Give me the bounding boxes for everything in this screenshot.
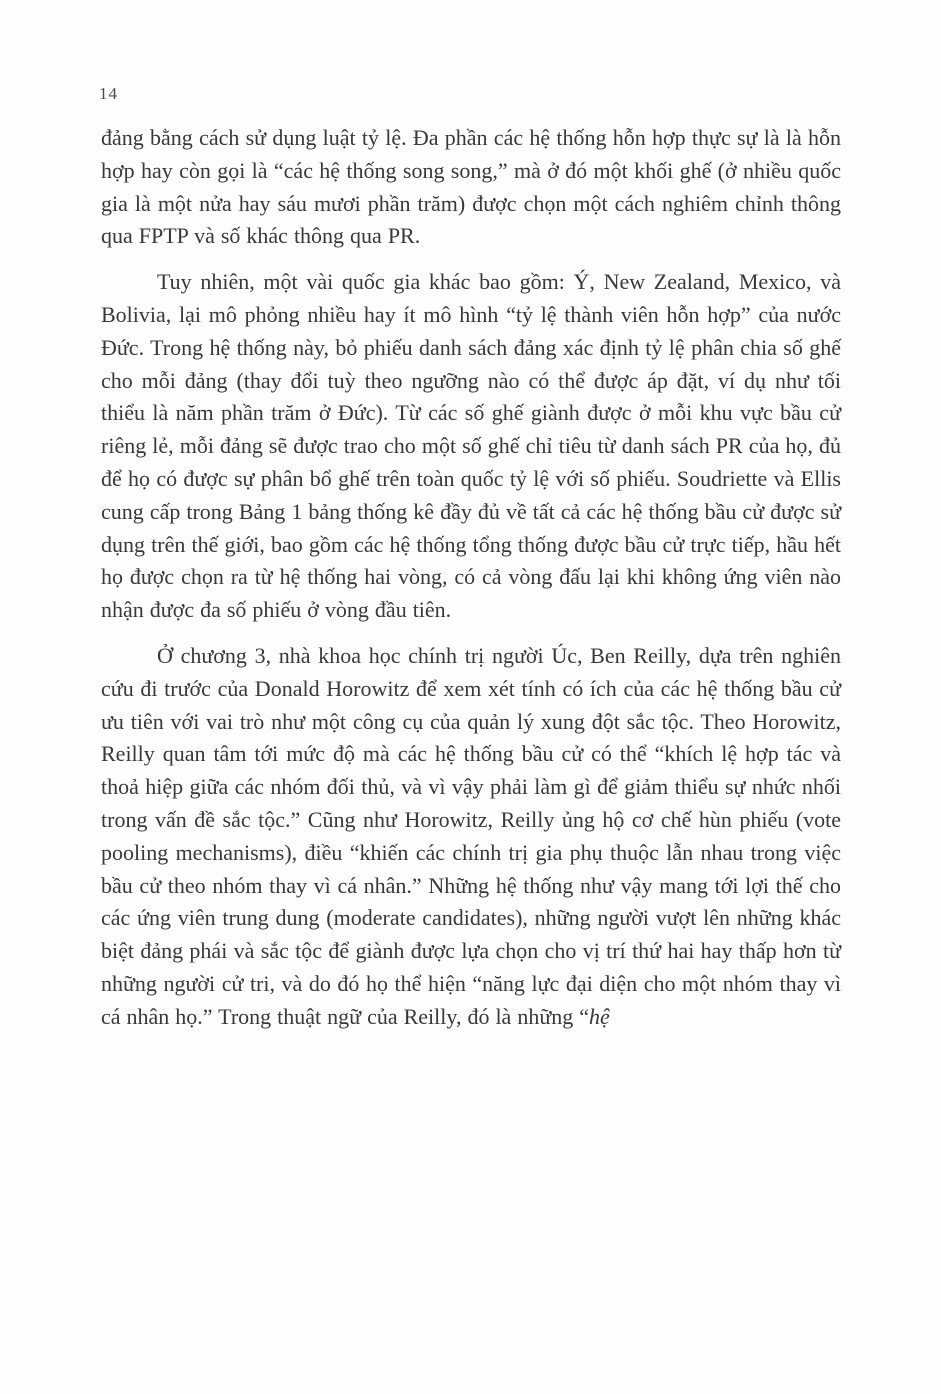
- paragraph: [101, 266, 841, 627]
- text-block: [101, 122, 841, 1047]
- page-number: 14: [99, 84, 118, 103]
- text-run: Tuy nhiên, một vài quốc gia khác bao gồm: Ý, New Zealand, Mexico, và Bolivia, lại mô phỏng nhiều hay ít mô hình “tỷ lệ thành viên hỗn hợp” của nước Đức. Trong hệ thống này, bỏ phiếu danh sách đảng xác định tỷ lệ phân chia số ghế cho mỗi đảng (thay đổi tuỳ theo ngưỡng nào có thể được áp đặt, ví dụ như tối thiểu là năm phần trăm ở Đức). Từ các số ghế giành được ở mỗi khu vực bầu cử riêng lẻ, mỗi đảng sẽ được trao cho một số ghế chỉ tiêu từ danh sách PR của họ, đủ để họ có được sự phân bổ ghế trên toàn quốc tỷ lệ với số phiếu. Soudriette và Ellis cung cấp trong Bảng 1 bảng thống kê đầy đủ về tất cả các hệ thống bầu cử được sử dụng trên thế giới, bao gồm các hệ thống tổng thống được bầu cử trực tiếp, hầu hết họ được chọn ra từ hệ thống hai vòng, có cả vòng đấu lại khi không ứng viên nào nhận được đa số phiếu ở vòng đầu tiên.: [101, 269, 841, 623]
- paragraph: [101, 122, 841, 253]
- paragraph: [101, 640, 841, 1034]
- italic-text-run: hệ: [589, 1003, 610, 1029]
- text-run: Ở chương 3, nhà khoa học chính trị người Úc, Ben Reilly, dựa trên nghiên cứu đi trước của Donald Horowitz để xem xét tính có ích của các hệ thống bầu cử ưu tiên với vai trò như một công cụ của quản lý xung đột sắc tộc. Theo Horowitz, Reilly quan tâm tới mức độ mà các hệ thống bầu cử có thể “khích lệ hợp tác và thoả hiệp giữa các nhóm đối thủ, và vì vậy phải làm gì để giảm thiểu sự nhức nhối trong vấn đề sắc tộc.” Cũng như Horowitz, Reilly ủng hộ cơ chế hùn phiếu (vote pooling mechanisms), điều “khiến các chính trị gia phụ thuộc lẫn nhau trong việc bầu cử theo nhóm thay vì cá nhân.” Những hệ thống như vậy mang tới lợi thế cho các ứng viên trung dung (moderate candidates), những người vượt lên những khác biệt đảng phái và sắc tộc để giành được lựa chọn cho vị trí thứ hai hay thấp hơn từ những người cử tri, và do đó họ thể hiện “năng lực đại diện cho một nhóm thay vì cá nhân họ.” Trong thuật ngữ của Reilly, đó là những “: [101, 642, 841, 1029]
- text-run: đảng bằng cách sử dụng luật tỷ lệ. Đa phần các hệ thống hỗn hợp thực sự là là hỗn hợp hay còn gọi là “các hệ thống song song,” mà ở đó một khối ghế (ở nhiều quốc gia là một nửa hay sáu mươi phần trăm) được chọn một cách nghiêm chỉnh thông qua FPTP và số khác thông qua PR.: [101, 125, 841, 249]
